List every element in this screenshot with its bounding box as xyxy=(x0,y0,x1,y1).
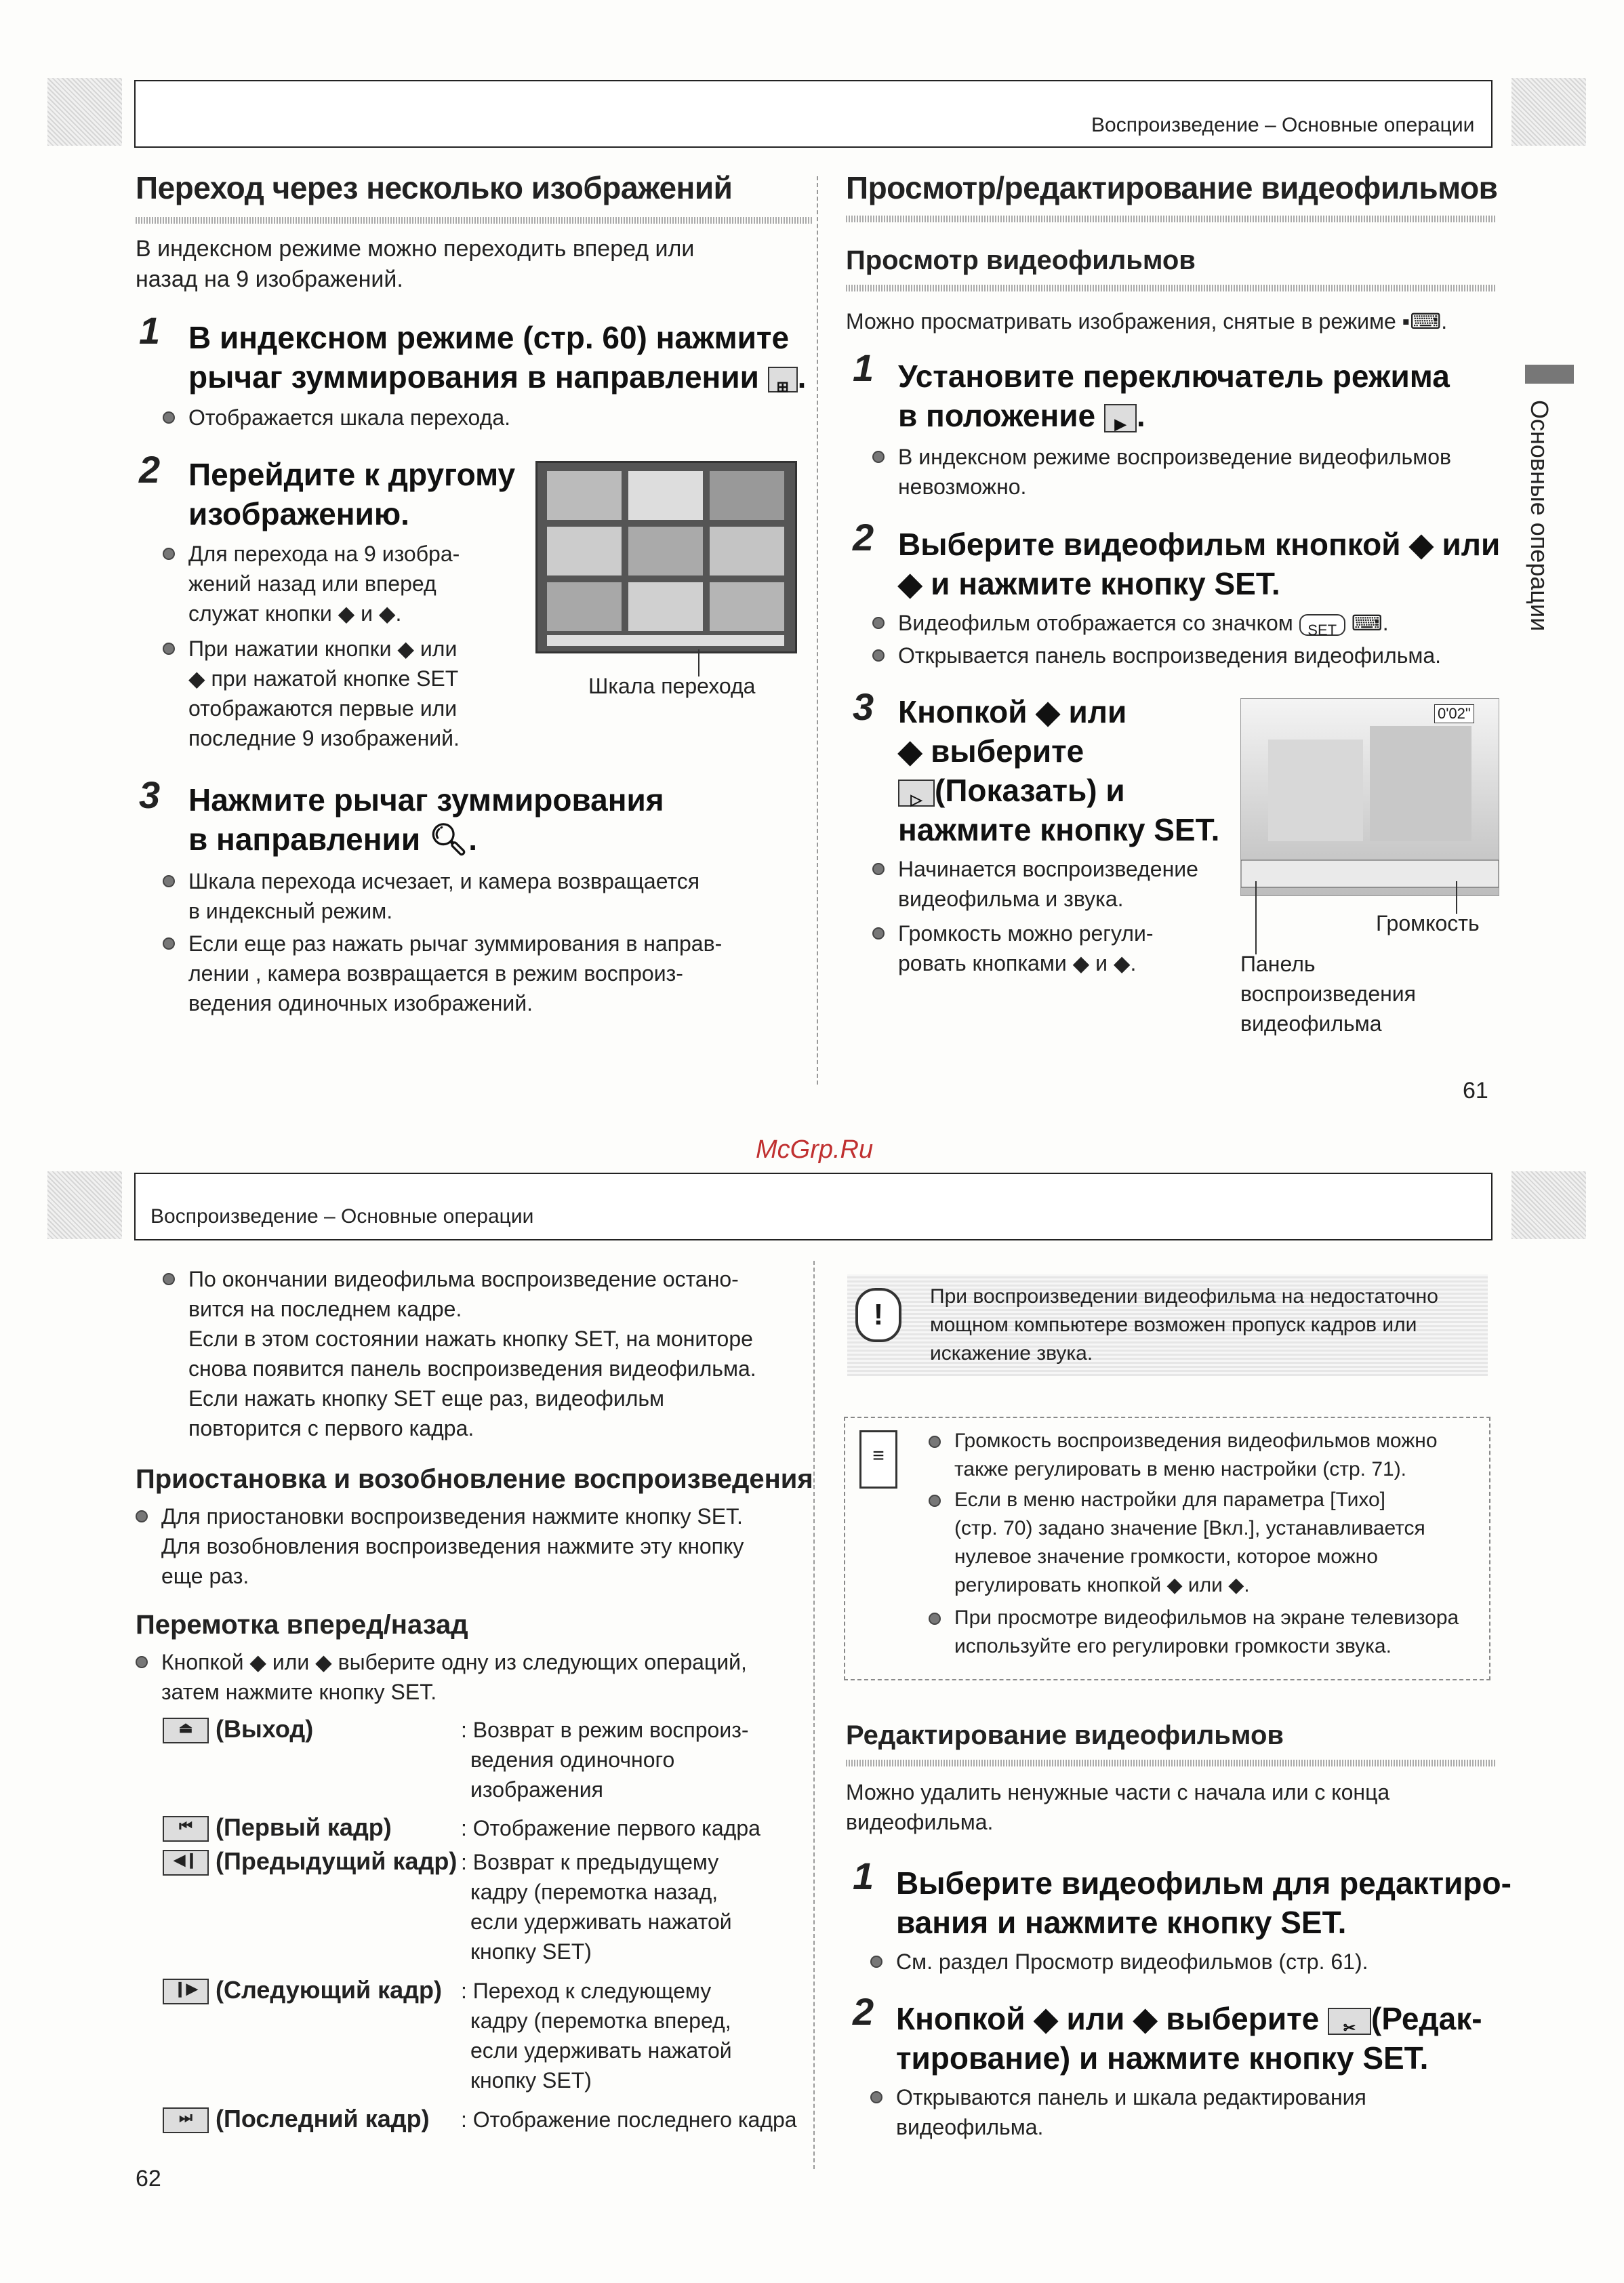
edit-icon: ✂ xyxy=(1328,2008,1371,2035)
step-number: 2 xyxy=(139,448,161,491)
step-title: Установите переключатель режима xyxy=(898,359,1450,394)
side-tab-marker xyxy=(1525,365,1574,384)
op-last-label: ⏭ (Последний кадр) xyxy=(163,2105,430,2133)
thumbnail-grid xyxy=(537,463,795,651)
bullet: Громкость можно регули- ровать кнопками ◆ и ◆. xyxy=(898,918,1153,978)
set-movie-icon: SET xyxy=(1299,614,1345,636)
op-next-desc: : Переход к следующему кадру (перемотка вперед, если удерживать нажатой кнопку SET) xyxy=(461,1979,732,2093)
watermark: McGrp.Ru xyxy=(756,1135,874,1164)
note-bullet: При просмотре видеофильмов на экране телевизора используйте его регулировки громкости звука. xyxy=(954,1604,1459,1661)
op-prev-label: ◀❙ (Предыдущий кадр) xyxy=(163,1847,457,1876)
step-title: нажмите кнопку SET. xyxy=(898,812,1220,847)
warning-icon: ! xyxy=(855,1288,901,1342)
thumbnail xyxy=(710,527,784,575)
play-icon: ▶ xyxy=(1104,404,1137,432)
section-title-movies: Просмотр/редактирование видеофильмов xyxy=(846,170,1498,205)
bullet: По окончании видеофильма воспроизведение остано- вится на последнем кадре. Если в этом состоянии нажать кнопку SET, на мониторе снова появится панель воспроизведения видеофильма. Если нажать кнопку SET еще раз, видеофильм повторится с первого кадра. xyxy=(188,1264,756,1443)
step-title: в положение ▶ . xyxy=(898,398,1145,433)
step-title: ◆ и нажмите кнопку SET. xyxy=(898,566,1280,601)
section-title-jump: Переход через несколько изображений xyxy=(136,170,733,205)
divider xyxy=(846,1760,1497,1766)
building xyxy=(1370,726,1471,841)
step-title: ▷ (Показать) и xyxy=(898,771,1125,809)
step-title: Выберите видеофильм кнопкой ◆ или xyxy=(898,527,1501,562)
last-frame-icon: ⏭ xyxy=(163,2107,209,2133)
column-divider xyxy=(813,1261,815,2169)
bullet: Открывается панель воспроизведения видеофильма. xyxy=(898,641,1441,670)
first-frame-icon: ⏮ xyxy=(163,1816,209,1842)
step-number: 3 xyxy=(853,685,874,728)
note-bullet: Громкость воспроизведения видеофильмов можно также регулировать в меню настройки (стр. 71). xyxy=(954,1427,1438,1484)
side-tab-label: Основные операции xyxy=(1526,400,1554,632)
bullet: В индексном режиме воспроизведение видеофильмов невозможно. xyxy=(898,442,1451,502)
bullet: Для приостановки воспроизведения нажмите кнопку SET. Для возобновления воспроизведения нажмите эту кнопку еще раз. xyxy=(161,1501,744,1591)
subsection-title: Приостановка и возобновление воспроизведения xyxy=(136,1464,813,1494)
movies-intro: Можно просматривать изображения, снятые в режиме ▪︎⌨. xyxy=(846,309,1448,334)
movie-screen-image xyxy=(1240,698,1499,896)
bullet: При нажатии кнопки ◆ или ◆ при нажатой кнопке SET отображаются первые или последние 9 изображений. xyxy=(188,634,460,753)
op-next-label: ❙▶ (Следующий кадр) xyxy=(163,1976,442,2004)
step-number: 3 xyxy=(139,773,161,816)
note-bullet: Если в меню настройки для параметра [Тихо] (стр. 70) задано значение [Вкл.], устанавливается нулевое значение громкости, которое можно регулировать кнопкой ◆ или ◆. xyxy=(954,1486,1425,1600)
jump-bar xyxy=(547,635,784,646)
zoom-icon: 🔍︎ xyxy=(428,822,469,857)
step-number: 1 xyxy=(853,346,874,389)
op-prev-desc: : Возврат к предыдущему кадру (перемотка назад, если удерживать нажатой кнопку SET) xyxy=(461,1850,732,1964)
divider xyxy=(136,217,813,224)
movie-timer: 0'02" xyxy=(1434,704,1474,723)
bullet: Открываются панель и шкала редактирования видеофильма. xyxy=(896,2082,1366,2142)
subsection-title: Редактирование видеофильмов xyxy=(846,1720,1284,1750)
step-title: рычаг зуммирования в направлении ⊞ . xyxy=(188,359,807,395)
jump-intro-2: назад на 9 изображений. xyxy=(136,266,403,292)
building xyxy=(1268,740,1363,841)
corner-pattern-left xyxy=(47,1171,122,1239)
warning-text: При воспроизведении видеофильма на недостаточно мощном компьютере возможен пропуск кадров или искажение звука. xyxy=(930,1285,1438,1365)
step-title: вания и нажмите кнопку SET. xyxy=(896,1905,1347,1940)
playback-panel xyxy=(1241,860,1499,887)
exit-icon: ⏏ xyxy=(163,1718,209,1743)
page-number: 62 xyxy=(136,2166,161,2191)
thumbnail xyxy=(628,582,703,631)
thumbnail xyxy=(710,582,784,631)
top-header-title: Воспроизведение – Основные операции xyxy=(1091,114,1475,136)
thumbnail xyxy=(547,471,622,520)
step-title: Перейдите к другому xyxy=(188,457,516,492)
bullet: Начинается воспроизведение видеофильма и звука. xyxy=(898,854,1198,914)
step-number: 2 xyxy=(853,516,874,559)
op-first-label: ⏮ (Первый кадр) xyxy=(163,1813,392,1842)
page-number: 61 xyxy=(1463,1078,1488,1104)
thumbnail xyxy=(547,527,622,575)
step-number: 2 xyxy=(853,1990,874,2033)
bullet: См. раздел Просмотр видеофильмов (стр. 61). xyxy=(896,1947,1368,1977)
bullet: Видеофильм отображается со значком SET ⌨. xyxy=(898,608,1389,638)
movie-frame xyxy=(1241,699,1499,895)
column-divider xyxy=(817,176,818,1085)
divider xyxy=(846,285,1497,291)
bullet: Отображается шкала перехода. xyxy=(188,403,510,432)
thumbnail xyxy=(710,471,784,520)
step-number: 1 xyxy=(853,1855,874,1897)
thumbnail xyxy=(628,471,703,520)
step-title: Кнопкой ◆ или ◆ выберите ✂ (Редак- xyxy=(896,2001,1482,2036)
step-title: В индексном режиме (стр. 60) нажмите xyxy=(188,320,790,355)
jump-intro-1: В индексном режиме можно переходить вперед или xyxy=(136,236,695,262)
next-frame-icon: ❙▶ xyxy=(163,1979,209,2004)
caption-leader xyxy=(1255,881,1257,954)
show-icon: ▷ xyxy=(898,780,935,807)
edit-intro: Можно удалить ненужные части с начала или с конца видеофильма. xyxy=(846,1780,1390,1834)
caption-panel: Панель воспроизведения видеофильма xyxy=(1240,952,1416,1036)
step-title: Нажмите рычаг зуммирования xyxy=(188,782,664,817)
bullet: Если еще раз нажать рычаг зуммирования в направ- лении , камера возвращается в режим воспроиз- ведения одиночных изображений. xyxy=(188,929,722,1018)
index-screen-image xyxy=(535,461,797,653)
step-title: Кнопкой ◆ или xyxy=(898,694,1127,729)
step-title: в направлении 🔍︎. xyxy=(188,822,478,857)
bottom-header-title: Воспроизведение – Основные операции xyxy=(150,1205,534,1228)
subsection-title: Просмотр видеофильмов xyxy=(846,245,1196,275)
thumbnail xyxy=(628,527,703,575)
corner-pattern-right xyxy=(1511,78,1586,146)
corner-pattern-left xyxy=(47,78,122,146)
op-last-desc: : Отображение последнего кадра xyxy=(461,2107,797,2132)
step-title: Выберите видеофильм для редактиро- xyxy=(896,1865,1511,1901)
subsection-title: Перемотка вперед/назад xyxy=(136,1610,468,1640)
bullet: Кнопкой ◆ или ◆ выберите одну из следующих операций, затем нажмите кнопку SET. xyxy=(161,1647,747,1707)
bullet: Шкала перехода исчезает, и камера возвращается в индексный режим. xyxy=(188,866,699,926)
caption-volume: Громкость xyxy=(1376,911,1480,935)
thumbnail xyxy=(547,582,622,631)
corner-pattern-right xyxy=(1511,1171,1586,1239)
op-exit-desc: : Возврат в режим воспроиз- ведения одиночного изображения xyxy=(461,1718,749,1802)
note-icon: ≡ xyxy=(859,1430,897,1489)
op-first-desc: : Отображение первого кадра xyxy=(461,1816,760,1840)
step-number: 1 xyxy=(139,309,161,352)
prev-frame-icon: ◀❙ xyxy=(163,1850,209,1876)
divider xyxy=(846,216,1497,222)
step-title: ◆ выберите xyxy=(898,733,1084,769)
index-icon: ⊞ xyxy=(768,367,798,392)
movie-mode-icon: ▪︎⌨ xyxy=(1402,309,1442,334)
caption-jump-bar: Шкала перехода xyxy=(588,674,756,698)
step-title: изображению. xyxy=(188,496,409,531)
bullet: Для перехода на 9 изобра- жений назад или вперед служат кнопки ◆ и ◆. xyxy=(188,539,460,628)
step-title: тирование) и нажмите кнопку SET. xyxy=(896,2040,1429,2076)
op-exit-label: ⏏ (Выход) xyxy=(163,1715,313,1743)
